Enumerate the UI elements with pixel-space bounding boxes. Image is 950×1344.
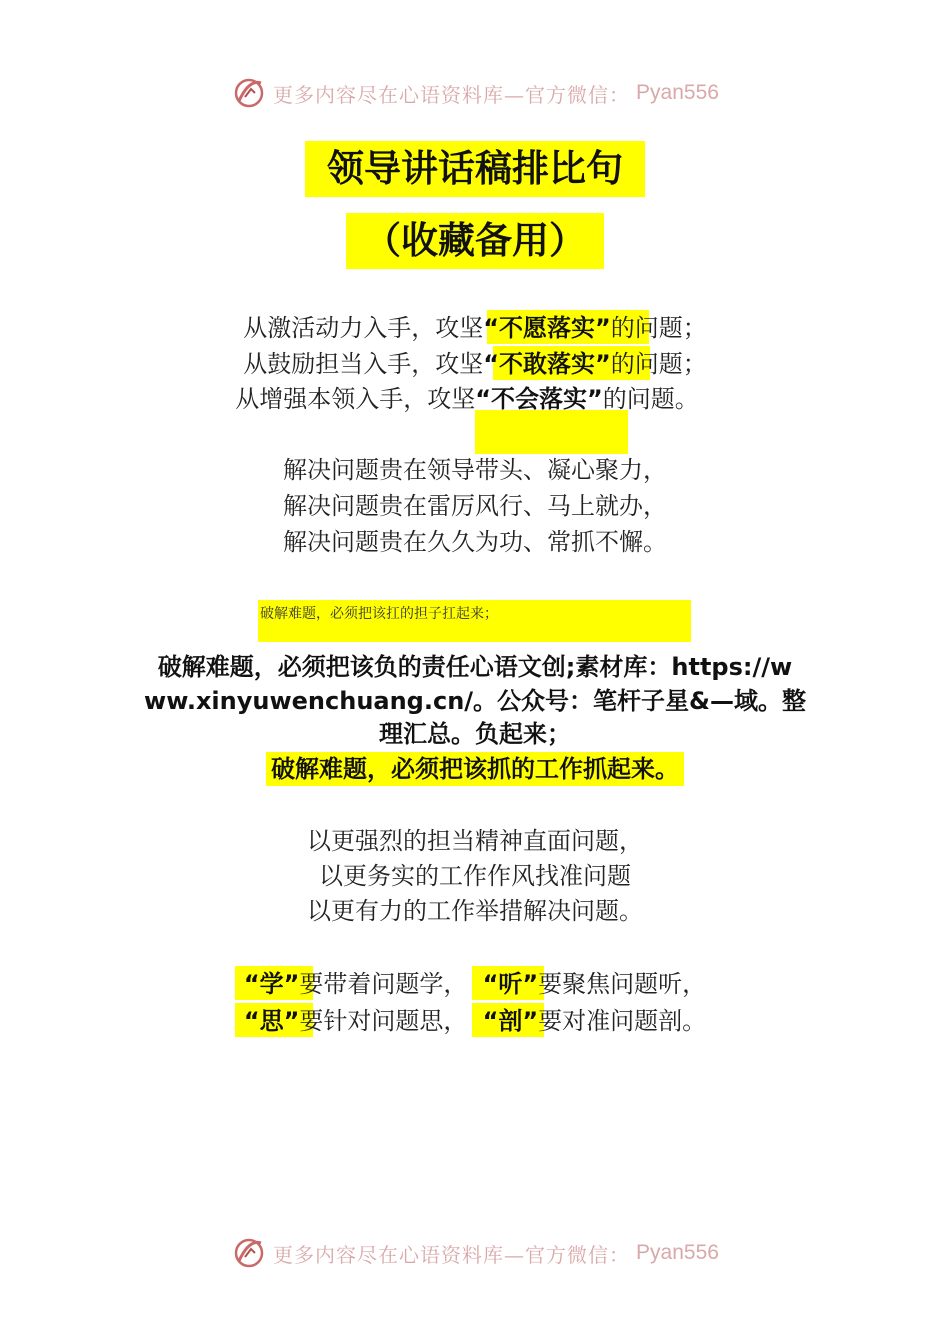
footer-banner <box>0 1233 950 1273</box>
logo-icon <box>231 1235 267 1271</box>
banner-wechat-id: Pyan556 <box>636 1241 719 1264</box>
bold-line: 理汇总。负起来； <box>379 720 571 748</box>
parallel-line: 解决问题贵在久久为功、常抓不懈。 <box>283 528 667 556</box>
banner-wechat-id: Pyan556 <box>636 81 719 104</box>
parallel-line: 从激活动力入手，攻坚“不愿落实”的问题； <box>243 314 707 342</box>
parallel-line: 以更务实的工作作风找准问题 <box>319 862 631 890</box>
bold-line: ww.xinyuwenchuang.cn/。公众号：笔杆子星&—域。整 <box>144 687 806 715</box>
small-note-line: 破解难题，必须把该扛的担子扛起来； <box>260 606 498 622</box>
banner-text: 更多内容尽在心语资料库—官方微信： <box>273 82 631 107</box>
parallel-line: 从增强本领入手，攻坚“不会落实”的问题。 <box>235 385 699 413</box>
banner-text: 更多内容尽在心语资料库—官方微信： <box>273 1242 631 1267</box>
bold-line: 破解难题，必须把该负的责任心语文创;素材库：https://w <box>157 653 793 681</box>
parallel-line: “学”要带着问题学， “听”要聚焦问题听， <box>243 970 707 998</box>
parallel-line: 以更有力的工作举措解决问题。 <box>307 897 643 925</box>
parallel-line: 从鼓励担当入手，攻坚“不敢落实”的问题； <box>243 350 707 378</box>
parallel-line: 以更强烈的担当精神直面问题， <box>307 827 643 855</box>
parallel-line: 解决问题贵在领导带头、凝心聚力， <box>283 456 667 484</box>
page-subtitle: （收藏备用） <box>364 219 586 262</box>
parallel-line: “思”要针对问题思， “剖”要对准问题剖。 <box>243 1007 707 1035</box>
page-title: 领导讲话稿排比句 <box>327 147 623 190</box>
highlighted-bold-line: 破解难题，必须把该抓的工作抓起来。 <box>271 755 679 783</box>
logo-icon <box>231 75 267 111</box>
header-banner <box>0 73 950 113</box>
parallel-line: 解决问题贵在雷厉风行、马上就办， <box>283 492 667 520</box>
